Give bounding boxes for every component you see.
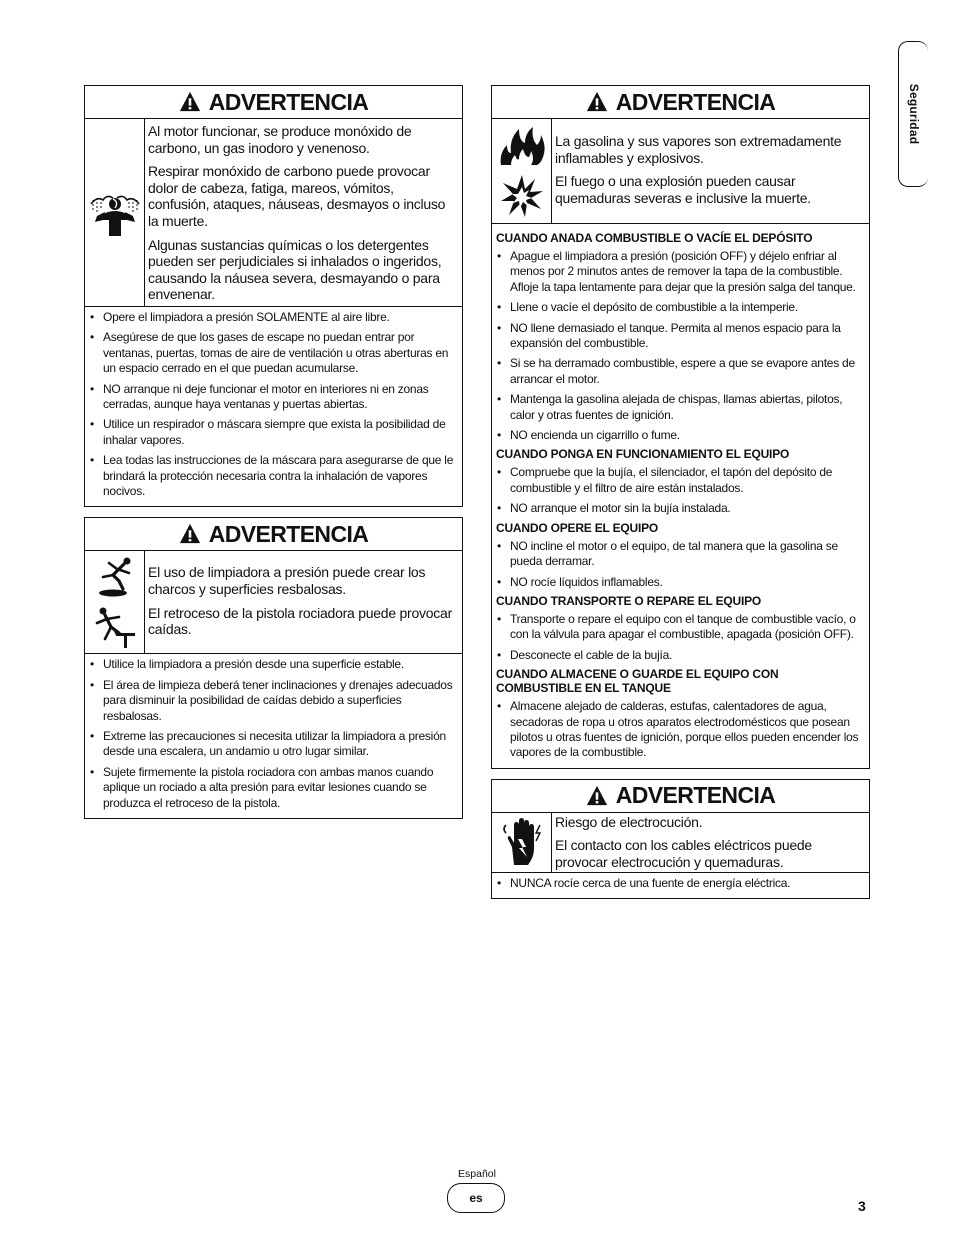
list-item: • Desconecte el cable de la bujía. bbox=[496, 648, 865, 663]
warning-paragraph: El retroceso de la pistola rociadora puede provocar caídas. bbox=[148, 604, 452, 638]
warning-slip-hazard bbox=[84, 517, 463, 819]
warning-description bbox=[145, 119, 462, 306]
section-heading: CUANDO ANADA COMBUSTIBLE O VACÍE EL DEPÓSITO bbox=[496, 231, 813, 245]
list-item: • NO llene demasiado el tanque. Permita al menos espacio para la expansión del combustible. bbox=[496, 321, 865, 352]
left-column bbox=[84, 85, 463, 829]
footer-language: Español bbox=[458, 1168, 496, 1180]
warning-paragraph: El uso de limpiadora a presión puede crear los charcos y superficies resbalosas. bbox=[148, 564, 426, 597]
warning-title: ADVERTENCIA bbox=[615, 88, 776, 115]
list-item: • Llene o vacíe el depósito de combustible a la intemperie. bbox=[496, 300, 865, 315]
list-item: • Lea todas las instrucciones de la máscara para asegurarse de que le brindará la protección necesaria contra la inhalación de vapores nocivos. bbox=[89, 453, 458, 499]
list-item: • NO incline el motor o el equipo, de tal manera que la gasolina se pueda derramar. bbox=[496, 539, 865, 570]
page-number: 3 bbox=[858, 1198, 866, 1214]
warning-triangle-icon bbox=[179, 523, 201, 545]
warning-header bbox=[492, 86, 869, 119]
list-item: • Utilice un respirador o máscara siempre que exista la posibilidad de inhalar vapores. bbox=[89, 417, 458, 448]
warning-description bbox=[552, 119, 869, 223]
list-item: • NO arranque ni deje funcionar el motor en interiores ni en zonas cerradas, aunque haya ventanas y puertas abiertas. bbox=[89, 382, 458, 413]
spray-recoil-fall-icon bbox=[93, 605, 137, 649]
explosion-icon bbox=[499, 173, 545, 219]
warning-title: ADVERTENCIA bbox=[208, 520, 369, 547]
language-code-label: es bbox=[469, 1191, 483, 1205]
list-item: • El área de limpieza deberá tener inclinaciones y drenajes adecuados para disminuir la posibilidad de caídas debido a superficies resbalosas. bbox=[89, 678, 458, 724]
list-item: • Mantenga la gasolina alejada de chispas, llamas abiertas, pilotos, calor y otras fuentes de ignición. bbox=[496, 392, 865, 423]
list-item: • NO encienda un cigarrillo o fume. bbox=[496, 428, 865, 443]
warning-icon-cell bbox=[85, 119, 145, 306]
warning-instructions bbox=[85, 307, 462, 506]
warning-description bbox=[145, 551, 462, 653]
list-item: • Transporte o repare el equipo con el tanque de combustible vacío, o con la válvula para apagar el combustible, apagada (posición OFF). bbox=[496, 612, 865, 643]
warning-paragraph: Respirar monóxido de carbono puede provocar dolor de cabeza, fatiga, mareos, vómitos, confusión, ataques, náuseas, desmayos o incluso la muerte. bbox=[148, 163, 446, 229]
toxic-fumes-icon bbox=[89, 186, 141, 238]
slip-fall-icon bbox=[93, 555, 137, 599]
warning-triangle-icon bbox=[179, 91, 201, 113]
footer-language-code bbox=[447, 1183, 505, 1213]
warning-fuel-fire bbox=[491, 85, 870, 769]
list-item: • Opere el limpiadora a presión SOLAMENTE al aire libre. bbox=[89, 310, 458, 325]
warning-instructions bbox=[492, 873, 869, 898]
warning-paragraph: El contacto con los cables eléctricos puede provocar electrocución y quemaduras. bbox=[555, 837, 812, 870]
warning-triangle-icon bbox=[586, 785, 608, 807]
list-item: • NO arranque el motor sin la bujía instalada. bbox=[496, 501, 865, 516]
section-tab bbox=[898, 41, 928, 187]
list-item: • Utilice la limpiadora a presión desde una superficie estable. bbox=[89, 657, 458, 672]
list-item: • Compruebe que la bujía, el silenciador, el tapón del depósito de combustible y el filtro de aire están instalados. bbox=[496, 465, 865, 496]
fire-icon bbox=[497, 123, 547, 167]
warning-instructions bbox=[492, 224, 869, 768]
warning-paragraph: El fuego o una explosión pueden causar quemaduras severas e inclusive la muerte. bbox=[555, 173, 811, 206]
section-tab-label: Seguridad bbox=[906, 83, 921, 145]
list-item: • NO rocíe líquidos inflamables. bbox=[496, 575, 865, 590]
warning-header bbox=[85, 86, 462, 119]
section-heading: CUANDO ALMACENE O GUARDE EL EQUIPO CON COMBUSTIBLE EN EL TANQUE bbox=[496, 667, 779, 696]
warning-header bbox=[85, 518, 462, 551]
right-column bbox=[491, 85, 870, 909]
warning-paragraph: Al motor funcionar, se produce monóxido de carbono, un gas inodoro y venenoso. bbox=[148, 123, 412, 156]
warning-paragraph: Riesgo de electrocución. bbox=[555, 813, 703, 830]
list-item: • Extreme las precauciones si necesita utilizar la limpiadora a presión desde una escalera, un andamio u otro lugar similar. bbox=[89, 729, 458, 760]
electric-shock-hand-icon bbox=[500, 817, 544, 867]
list-item: • NUNCA rocíe cerca de una fuente de energía eléctrica. bbox=[496, 876, 865, 891]
section-heading: CUANDO OPERE EL EQUIPO bbox=[496, 520, 659, 535]
list-item: • Apague el limpiadora a presión (posición OFF) y déjelo enfriar al menos por 2 minutos antes de remover la tapa de la combustible. Afloje la tapa lentamente para dejar que la presión salga del tanque. bbox=[496, 249, 865, 295]
warning-summary bbox=[492, 813, 869, 873]
list-item: • Si se ha derramado combustible, espere a que se evapore antes de arrancar el motor. bbox=[496, 356, 865, 387]
list-item: • Almacene alejado de calderas, estufas, calentadores de agua, secadoras de ropa u otros aparatos electrodomésticos que posean pilotos u otras fuentes de ignición, porque ellos pueden encender los vapores de la combustible. bbox=[496, 699, 865, 761]
warning-paragraph: Algunas sustancias químicas o los detergentes pueden ser perjudiciales si inhalados o ingeridos, causando la náusea severa, desmayando o para envenenar. bbox=[148, 236, 442, 303]
warning-triangle-icon bbox=[586, 91, 608, 113]
warning-summary bbox=[492, 119, 869, 224]
warning-title: ADVERTENCIA bbox=[615, 782, 776, 809]
section-heading: CUANDO TRANSPORTE O REPARE EL EQUIPO bbox=[496, 593, 762, 608]
warning-icon-cell bbox=[85, 551, 145, 653]
warning-electrocution bbox=[491, 779, 870, 899]
warning-description bbox=[552, 813, 869, 872]
warning-icon-cell bbox=[492, 813, 552, 872]
section-heading: CUANDO PONGA EN FUNCIONAMIENTO EL EQUIPO bbox=[496, 447, 790, 462]
warning-instructions bbox=[85, 654, 462, 818]
warning-summary bbox=[85, 119, 462, 307]
warning-summary bbox=[85, 551, 462, 654]
list-item: • Asegúrese de que los gases de escape no puedan entrar por ventanas, puertas, tomas de aire de ventilación u otras aberturas en un espacio cerrado en el que puedan acumularse. bbox=[89, 330, 458, 376]
warning-paragraph: La gasolina y sus vapores son extremadamente inflamables y explosivos. bbox=[555, 133, 842, 166]
warning-carbon-monoxide bbox=[84, 85, 463, 507]
list-item: • Sujete firmemente la pistola rociadora con ambas manos cuando aplique un rociado a alta presión para evitar lesiones cuando se produzca el retroceso de la pistola. bbox=[89, 765, 458, 811]
warning-title: ADVERTENCIA bbox=[208, 88, 369, 115]
warning-icon-cell bbox=[492, 119, 552, 223]
warning-header bbox=[492, 780, 869, 813]
